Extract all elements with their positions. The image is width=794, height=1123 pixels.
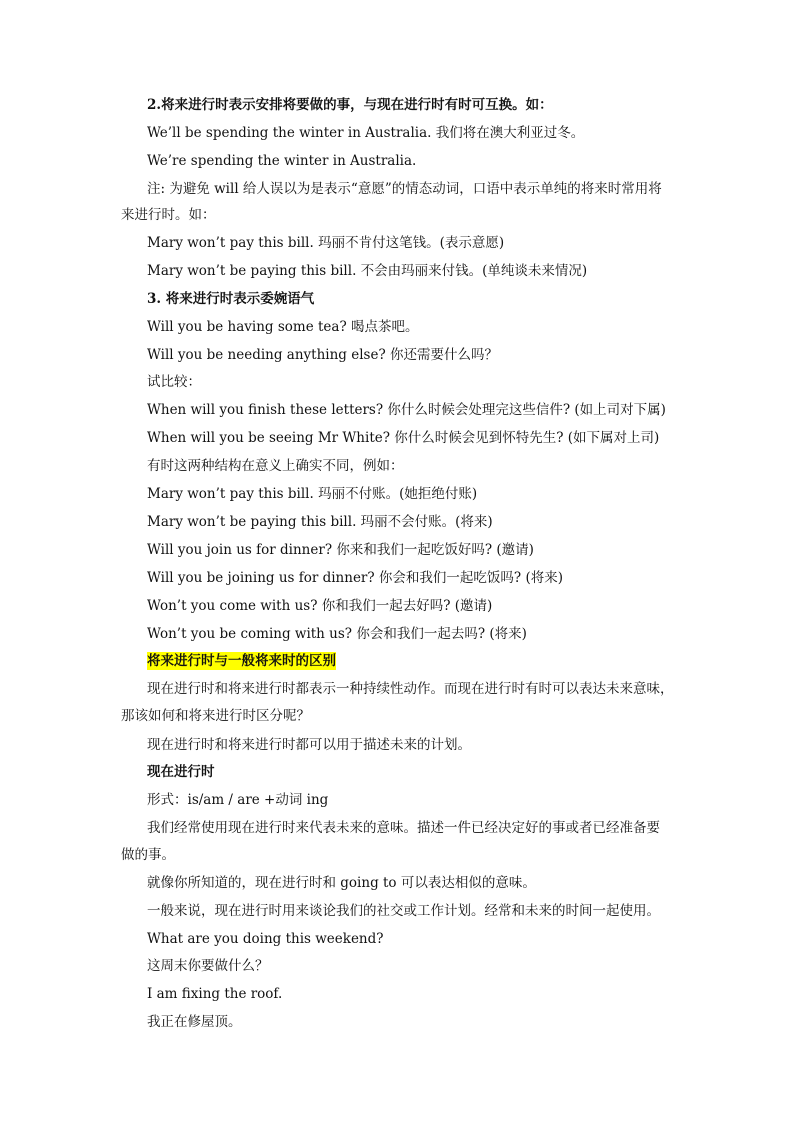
- example-sentence: Will you be having some tea? 喝点茶吧。: [147, 319, 419, 335]
- paragraph: 我们经常使用现在进行时来代表未来的意味。描述一件已经决定好的事或者已经准备要: [147, 820, 660, 836]
- example-sentence: When will you finish these letters? 你什么时候会处理完这些信件? (如上司对下属): [147, 402, 666, 418]
- subheading-present-progressive: 现在进行时: [147, 764, 215, 780]
- point-3-heading: 3. 将来进行时表示委婉语气: [147, 291, 315, 307]
- example-sentence: We’re spending the winter in Australia.: [147, 153, 417, 169]
- example-sentence: Will you be needing anything else? 你还需要什么吗？: [147, 347, 498, 363]
- paragraph: 一般来说，现在进行时用来谈论我们的社交或工作计划。经常和未来的时间一起使用。: [147, 903, 660, 919]
- example-sentence: Mary won’t be paying this bill. 玛丽不会付账。(将来): [147, 514, 493, 530]
- example-sentence: When will you be seeing Mr White? 你什么时候会见到怀特先生? (如下属对上司): [147, 430, 660, 446]
- example-sentence: I am fixing the roof.: [147, 986, 283, 1002]
- note-paragraph-continued: 来进行时。如：: [121, 207, 216, 223]
- example-sentence: We’ll be spending the winter in Australia. 我们将在澳大利亚过冬。: [147, 125, 585, 141]
- paragraph-continued: 那该如何和将来进行时区分呢？: [121, 708, 310, 724]
- compare-label: 试比较：: [147, 374, 201, 390]
- point-2-heading: 2.将来进行时表示安排将要做的事，与现在进行时有时可互换。如：: [147, 97, 553, 113]
- example-sentence: Mary won’t be paying this bill. 不会由玛丽来付钱。(单纯谈未来情况): [147, 263, 588, 279]
- example-sentence: What are you doing this weekend?: [147, 931, 384, 947]
- paragraph: 现在进行时和将来进行时都可以用于描述未来的计划。: [147, 737, 471, 753]
- highlighted-section-heading: 将来进行时与一般将来时的区别: [147, 653, 336, 669]
- paragraph: 有时这两种结构在意义上确实不同，例如：: [147, 458, 404, 474]
- note-paragraph: 注: 为避免 will 给人误以为是表示“意愿”的情态动词，口语中表示单纯的将来时常用将: [147, 181, 662, 197]
- paragraph: 就像你所知道的，现在进行时和 going to 可以表达相似的意味。: [147, 875, 536, 891]
- example-sentence: Won’t you be coming with us? 你会和我们一起去吗? (将来): [147, 626, 527, 642]
- example-sentence: Will you be joining us for dinner? 你会和我们一起吃饭吗? (将来): [147, 570, 563, 586]
- example-sentence: Won’t you come with us? 你和我们一起去好吗? (邀请): [147, 598, 493, 614]
- example-translation: 这周末你要做什么？: [147, 958, 269, 974]
- example-translation: 我正在修屋顶。: [147, 1014, 242, 1030]
- example-sentence: Will you join us for dinner? 你来和我们一起吃饭好吗? (邀请): [147, 542, 534, 558]
- example-sentence: Mary won’t pay this bill. 玛丽不付账。(她拒绝付账): [147, 486, 478, 502]
- paragraph-continued: 做的事。: [121, 847, 175, 863]
- paragraph: 现在进行时和将来进行时都表示一种持续性动作。而现在进行时有时可以表达未来意味，: [147, 681, 674, 697]
- example-sentence: Mary won’t pay this bill. 玛丽不肯付这笔钱。(表示意愿): [147, 235, 505, 251]
- form-line: 形式：is/am / are +动词 ing: [147, 792, 329, 808]
